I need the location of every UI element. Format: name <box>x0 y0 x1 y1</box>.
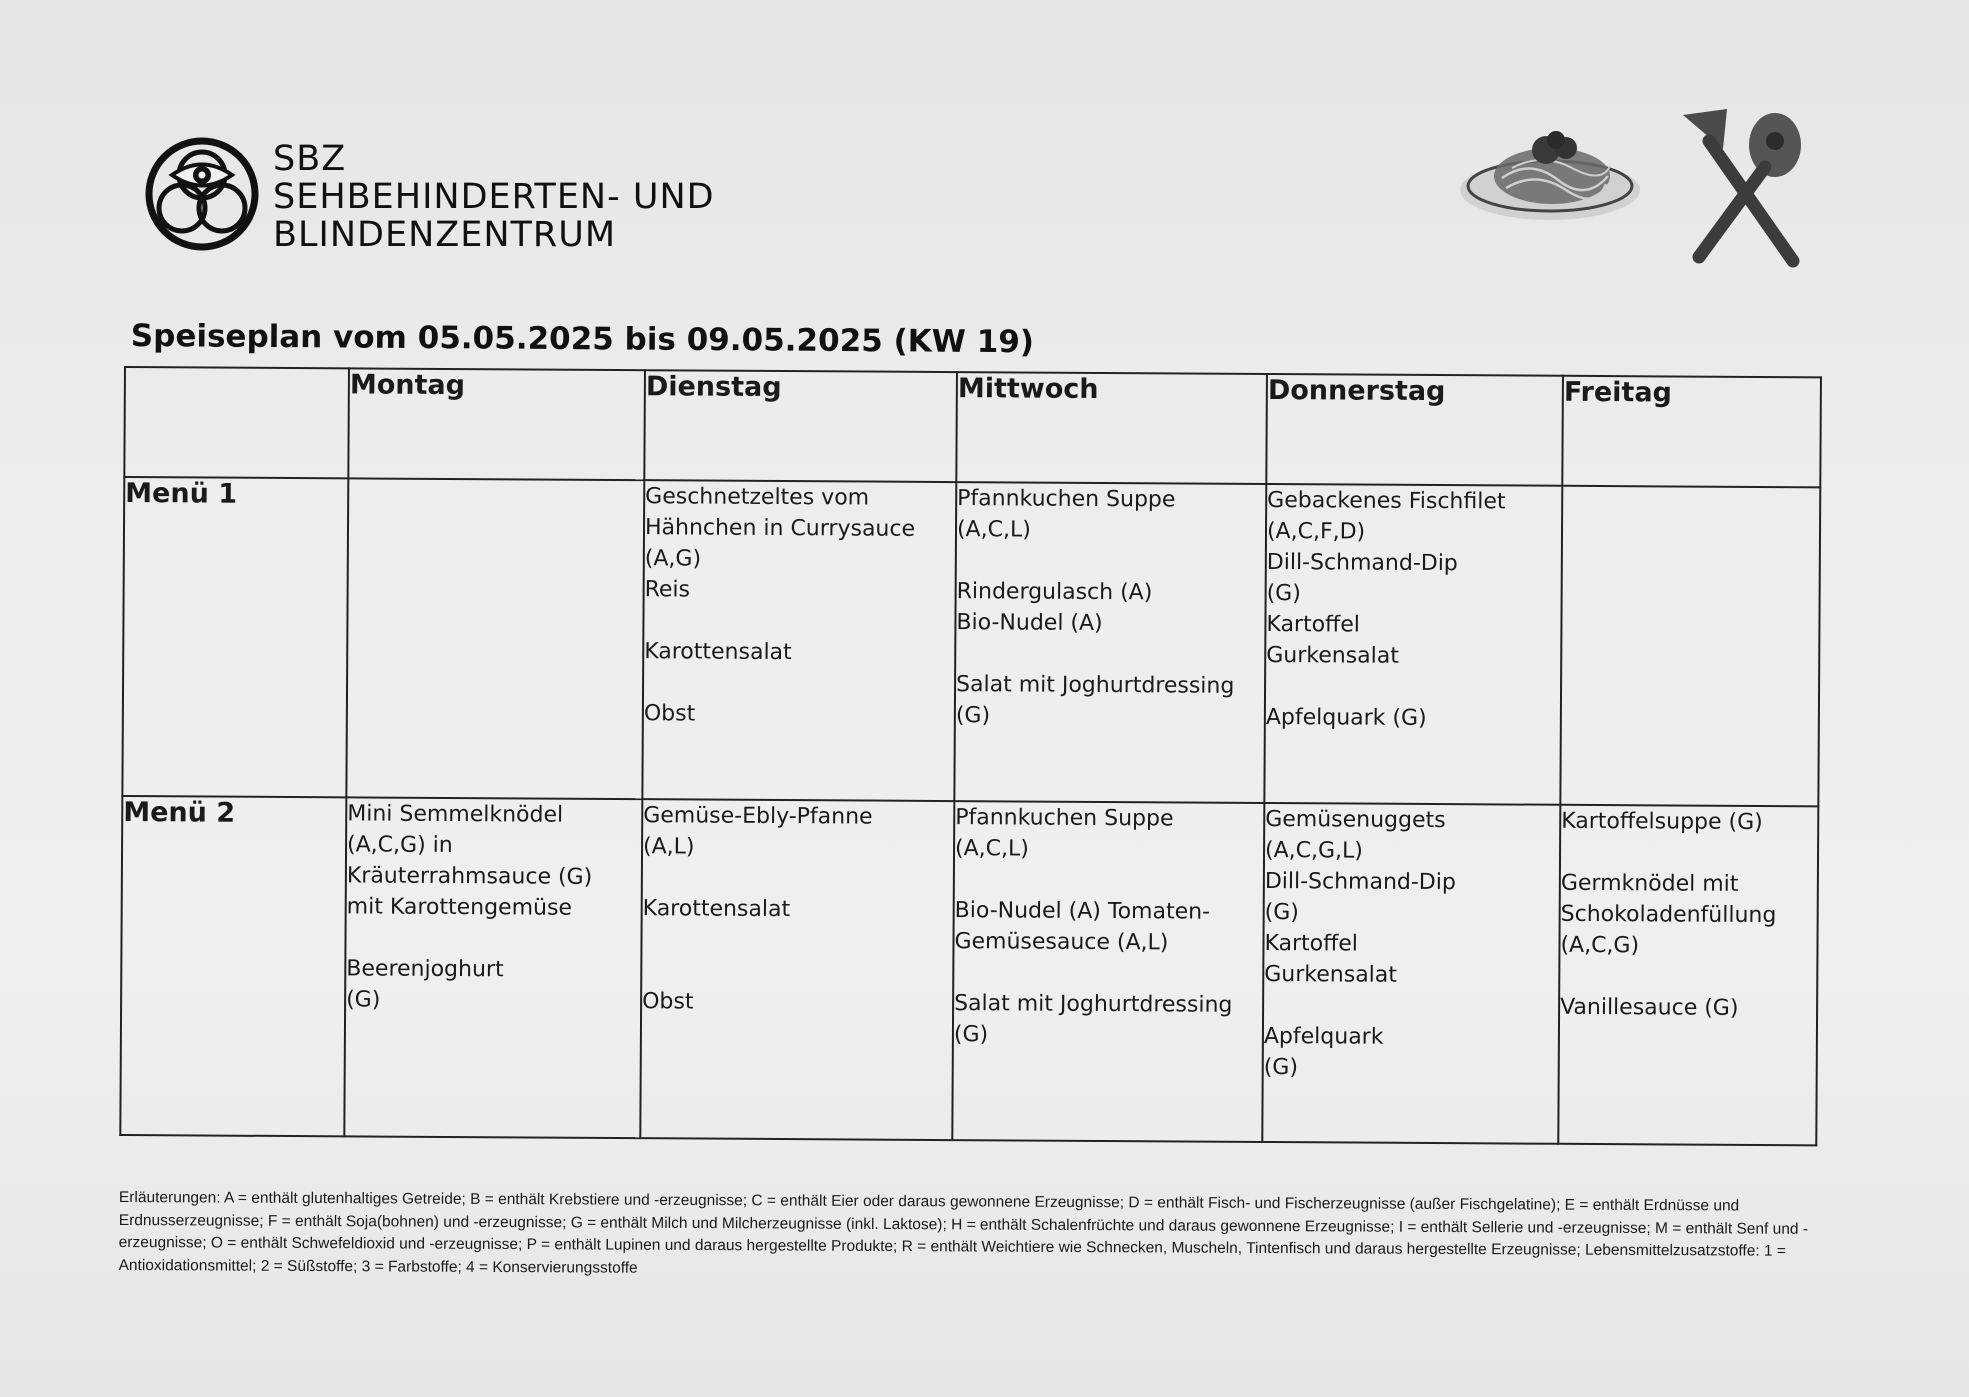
meal-plan-table <box>119 366 1822 1146</box>
org-line: BLINDENZENTRUM <box>273 215 617 255</box>
sbz-logo-icon <box>142 136 262 252</box>
organization-name <box>273 140 715 254</box>
meal-cell: Pfannkuchen Suppe (A,C,L) Bio-Nudel (A) Tomaten- Gemüsesauce (A,L) Salat mit Joghurtdressing (G) <box>952 801 1264 1142</box>
meal-cell <box>346 479 644 800</box>
meal-cell: Mini Semmelknödel (A,C,G) in Kräuterrahmsauce (G) mit Karottengemüse Beerenjoghurt (G) <box>344 797 642 1138</box>
day-header: Donnerstag <box>1266 374 1563 486</box>
menu-label: Menü 2 <box>120 796 346 1136</box>
org-line: SBZ <box>273 139 347 179</box>
day-header: Mittwoch <box>956 372 1267 484</box>
table-row <box>120 796 1818 1145</box>
meal-cell: Pfannkuchen Suppe (A,C,L) Rindergulasch (A) Bio-Nudel (A) Salat mit Joghurtdressing (G) <box>954 482 1266 803</box>
allergen-footnote: Erläuterungen: A = enthält glutenhaltiges Getreide; B = enthält Krebstiere und -erzeugnisse; C = enthält Eier oder daraus gewonnene Erzeugnisse; D = enthält Fisch- und Fischerzeugnisse (außer Fischgelatine); E = enthält Erdnüsse und Erdnusserzeugnisse; F = enthält Soja(bohnen) und -erzeugnisse; G = enthält Milch und Milcherzeugnisse (inkl. Laktose); H = enthält Schalenfrüchte und daraus gewonnene Erzeugnisse; I = enthält Sellerie und -erzeugnisse; M = enthält Senf und -erzeugnisse; O = enthält Schwefeldioxid und -erzeugnisse; P = enthält Lupinen und daraus hergestellte Produkte; R = enthält Weichtiere wie Schnecken, Muscheln, Tintenfisch und daraus hergestellte Erzeugnisse; Lebensmittelzusatzstoffe: 1 = Antioxidationsmittel; 2 = Süßstoffe; 3 = Farbstoffe; 4 = Konservierungsstoffe <box>118 1189 1809 1277</box>
meal-cell: Gemüse-Ebly-Pfanne (A,L) Karottensalat Obst <box>640 799 954 1140</box>
crossed-spoons-icon <box>1665 105 1820 270</box>
table-row <box>122 477 1820 806</box>
spaghetti-plate-icon <box>1440 118 1650 228</box>
day-header: Dienstag <box>644 370 957 482</box>
meal-cell: Kartoffelsuppe (G) Germknödel mit Schokoladenfüllung (A,C,G) Vanillesauce (G) <box>1558 805 1818 1145</box>
org-line: SEHBEHINDERTEN- UND <box>273 177 715 217</box>
meal-cell: Geschnetzeltes vom Hähnchen in Currysauce (A,G) Reis Karottensalat Obst <box>642 480 956 801</box>
day-header: Montag <box>348 368 645 480</box>
day-header: Freitag <box>1562 376 1821 488</box>
table-header-row <box>124 367 1821 488</box>
meal-cell <box>1560 486 1820 806</box>
page-title: Speiseplan vom 05.05.2025 bis 09.05.2025 (KW 19) <box>130 318 1035 361</box>
corner-cell <box>124 367 349 479</box>
menu-label: Menü 1 <box>122 477 348 797</box>
meal-cell: Gebackenes Fischfilet (A,C,F,D) Dill-Schmand-Dip (G) Kartoffel Gurkensalat Apfelquark (G) <box>1264 484 1562 805</box>
meal-cell: Gemüsenuggets (A,C,G,L) Dill-Schmand-Dip (G) Kartoffel Gurkensalat Apfelquark (G) <box>1262 803 1560 1144</box>
